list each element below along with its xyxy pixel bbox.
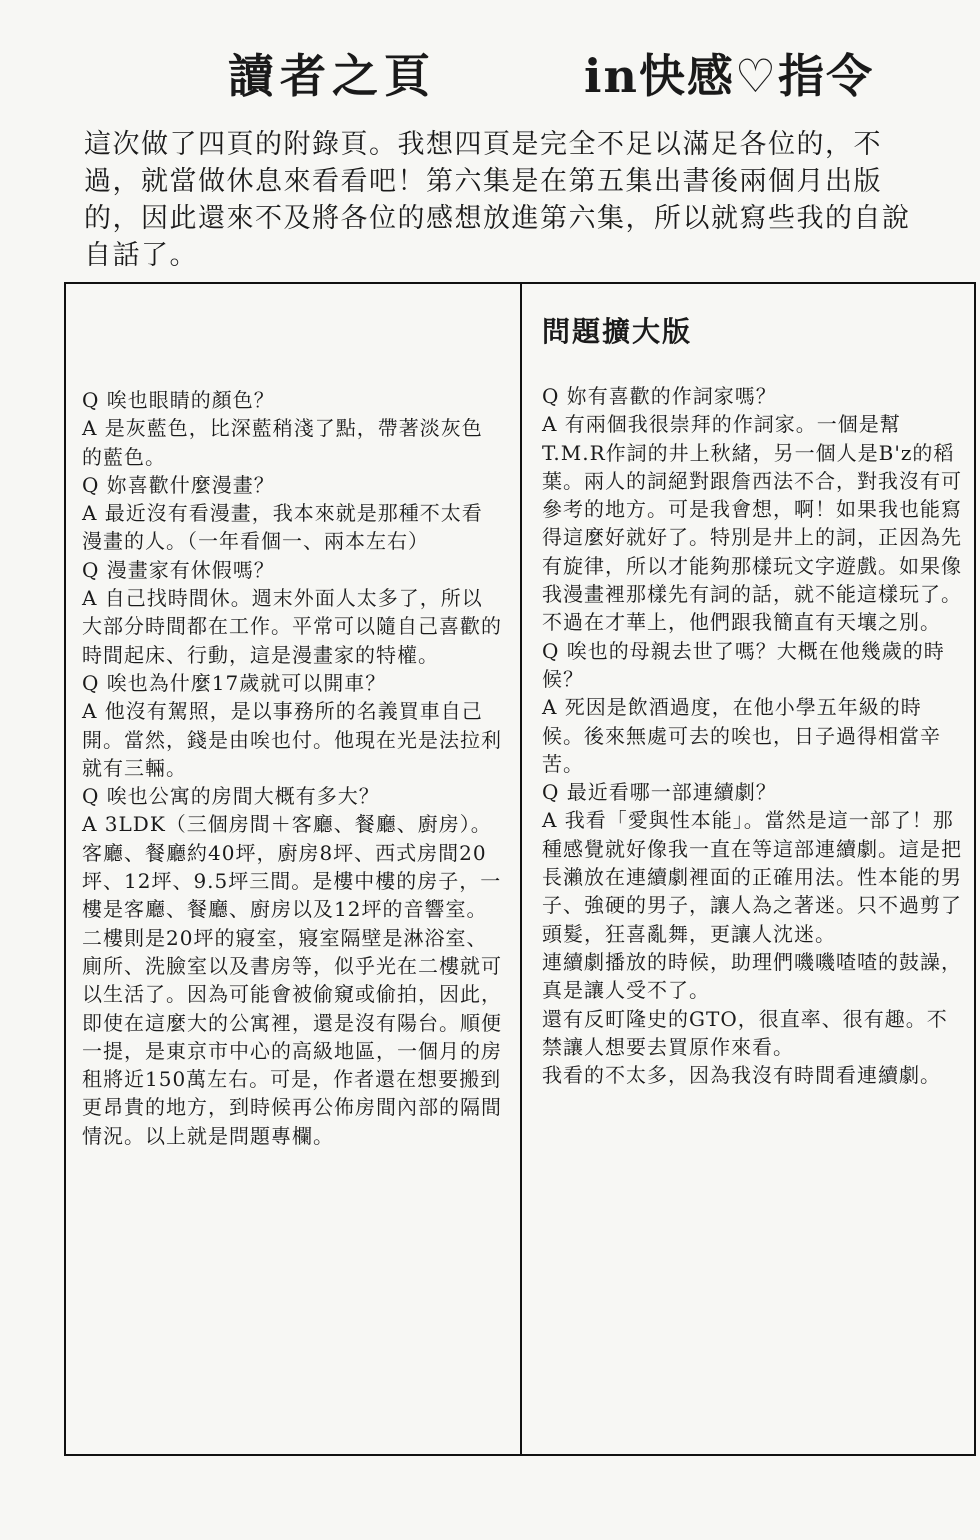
qa-paragraph: Q 妳有喜歡的作詞家嗎？ xyxy=(542,384,777,408)
qa-paragraph: A 死因是飲酒過度，在他小學五年級的時候。後來無處可去的唉也，日子過得相當辛苦。 xyxy=(542,695,941,776)
qa-paragraph: Q 唉也公寓的房間大概有多大？ xyxy=(82,784,380,809)
qa-paragraph: Q 唉也為什麼17歲就可以開車？ xyxy=(82,670,387,695)
intro-paragraph: 這次做了四頁的附錄頁。我想四頁是完全不足以滿足各位的，不過，就當做休息來看看吧！第六集是在第五集出書後兩個月出版的，因此還來不及將各位的感想放進第六集，所以就寫些我的自說自話了。 xyxy=(84,129,911,271)
qa-paragraph: 還有反町隆史的GTO，很直率、很有趣。不禁讓人想要去買原作來看。 xyxy=(542,1006,948,1059)
column-divider xyxy=(520,282,522,1456)
qa-paragraph: Q 唉也的母親去世了嗎？大概在他幾歲的時候？ xyxy=(542,638,945,691)
qa-paragraph: 連續劇播放的時候，助理們嘰嘰喳喳的鼓譟，真是讓人受不了。 xyxy=(542,949,962,1003)
qa-paragraph: Q 漫畫家有休假嗎？ xyxy=(82,557,275,582)
right-qa-column xyxy=(542,382,962,1089)
page-subtitle: in快感♡指令 xyxy=(584,49,875,103)
qa-paragraph: A 3LDK（三個房間＋客廳、餐廳、廚房）。客廳、餐廳約40坪，廚房8坪、西式房間20坪、12坪、9.5坪三間。是樓中樓的房子，一樓是客廳、餐廳、廚房以及12坪的音響室。二樓則是20坪的寢室，寢室隔壁是淋浴室、廁所、洗臉室以及書房等，似乎光在二樓就可以生活了。因為可能會被偷窺或偷拍，因此，即使在這麼大的公寓裡，還是沒有陽台。順便一提，是東京市中心的高級地區，一個月的房租將近150萬左右。可是，作者還在想要搬到更昂貴的地方，到時候再公佈房間內部的隔間情況。以上就是問題專欄。 xyxy=(82,812,502,1148)
qa-paragraph: A 他沒有駕照，是以事務所的名義買車自己開。當然，錢是由唉也付。他現在光是法拉利就有三輛。 xyxy=(82,699,502,780)
qa-paragraph: A 有兩個我很崇拜的作詞家。一個是幫T.M.R作詞的井上秋緒，另一個人是B'z的稻葉。兩人的詞絕對跟詹西法不合，對我沒有可參考的地方。可是我會想，啊！如果我也能寫得這麼好就好了。特別是井上的詞，正因為先有旋律，所以才能夠那樣玩文字遊戲。如果像我漫畫裡那樣先有詞的話，就不能這樣玩了。不過在才華上，他們跟我簡直有天壤之別。 xyxy=(542,412,962,635)
page-header xyxy=(0,40,980,110)
qa-paragraph: 我看的不太多，因為我沒有時間看連續劇。 xyxy=(542,1063,941,1088)
qa-paragraph: A 是灰藍色，比深藍稍淺了點，帶著淡灰色的藍色。 xyxy=(82,416,483,469)
qa-paragraph: Q 妳喜歡什麼漫畫？ xyxy=(82,472,275,497)
qa-paragraph: Q 唉也眼睛的顏色？ xyxy=(82,388,275,412)
right-column-heading: 問題擴大版 xyxy=(542,315,693,348)
page-title: 讀者之頁 xyxy=(228,49,436,103)
qa-paragraph: A 自己找時間休。週末外面人太多了，所以大部分時間都在工作。平常可以隨自己喜歡的時間起床、行動，這是漫畫家的特權。 xyxy=(82,586,502,667)
qa-paragraph: A 我看「愛與性本能」。當然是這一部了！那種感覺就好像我一直在等這部連續劇。這是把長瀨放在連續劇裡面的正確用法。性本能的男子、強硬的男子，讓人為之著迷。只不過剪了頭髮，狂喜亂舞，更讓人沈迷。 xyxy=(542,808,962,946)
qa-paragraph: Q 最近看哪一部連續劇？ xyxy=(542,780,777,805)
qa-paragraph: A 最近沒有看漫畫，我本來就是那種不太看漫畫的人。（一年看個一、兩本左右） xyxy=(82,501,483,554)
left-qa-column xyxy=(82,386,502,1150)
